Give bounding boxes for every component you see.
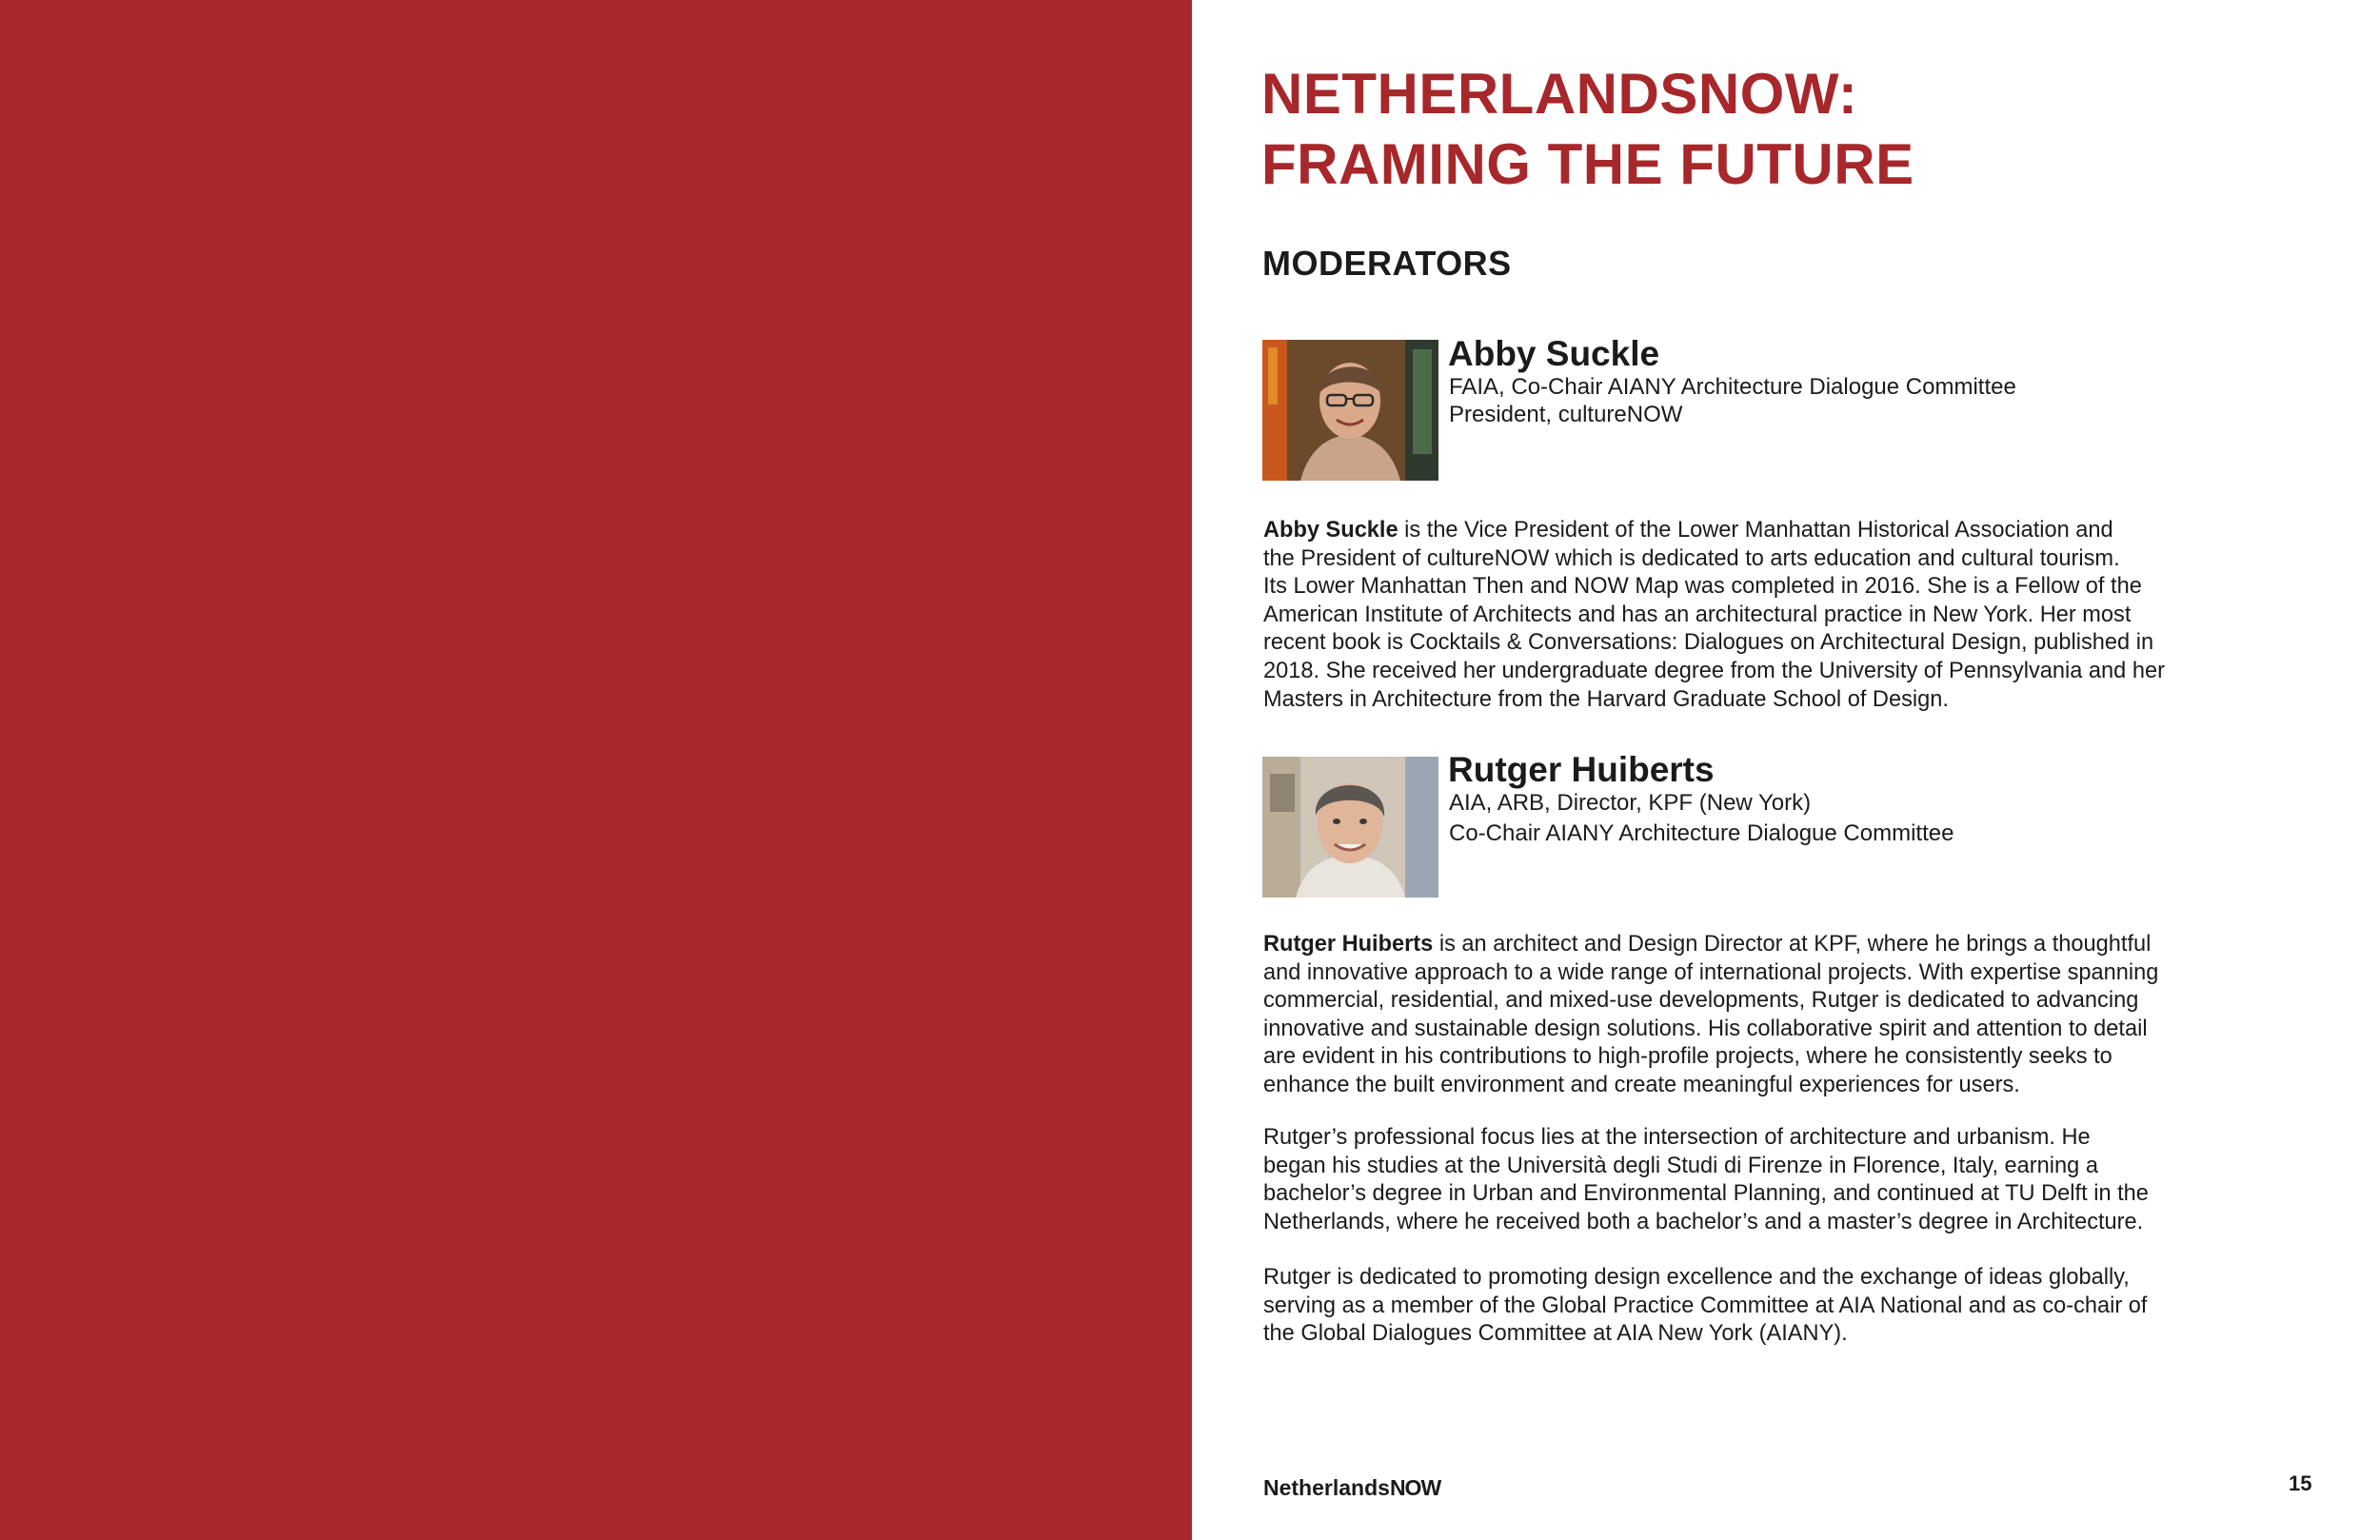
- section-heading: MODERATORS: [1262, 244, 1512, 283]
- bio-line: is the Vice President of the Lower Manhattan Historical Association and: [1398, 518, 2113, 543]
- footer-brand-text: Netherlands: [1263, 1475, 1390, 1500]
- bio-line: are evident in his contributions to high-profile projects, where he consistently seeks to: [1263, 1044, 2112, 1070]
- bio-line: the Global Dialogues Committee at AIA New York (AIANY).: [1263, 1321, 1848, 1347]
- bio-rutger-huiberts: [1263, 931, 2328, 1100]
- bio-name-rutger-huiberts: Rutger Huiberts: [1263, 932, 1434, 957]
- page-title: [1261, 59, 2309, 200]
- bio-abby-suckle: [1263, 517, 2328, 714]
- abby-suckle-photo: [1262, 340, 1438, 481]
- bio-line: serving as a member of the Global Practice Committee at AIA National and as co-chair of: [1263, 1293, 2148, 1318]
- moderator-title-abby-suckle: FAIA, Co-Chair AIANY Architecture Dialogue Committee: [1449, 374, 2016, 400]
- bio-name-abby-suckle: Abby Suckle: [1263, 518, 1398, 543]
- bio-line: Rutger is dedicated to promoting design excellence and the exchange of ideas globally,: [1263, 1265, 2130, 1290]
- bio-line: bachelor’s degree in Urban and Environmental Planning, and continued at TU Delft in the: [1263, 1181, 2149, 1207]
- portrait-photo-icon: [1262, 757, 1438, 898]
- moderator-role-abby-suckle: President, cultureNOW: [1449, 402, 1683, 427]
- bio-line: Netherlands, where he received both a bachelor’s and a master’s degree in Architecture.: [1263, 1209, 2144, 1234]
- bio-line: began his studies at the Università degli Studi di Firenze in Florence, Italy, earning a: [1263, 1153, 2098, 1178]
- bio-line: Masters in Architecture from the Harvard Graduate School of Design.: [1263, 686, 1949, 712]
- portrait-photo-icon: [1262, 340, 1438, 481]
- bio-rutger-huiberts-paragraph-3: [1263, 1264, 2328, 1349]
- moderator-title-rutger-huiberts: AIA, ARB, Director, KPF (New York): [1449, 790, 1812, 816]
- bio-line: 2018. She received her undergraduate degree from the University of Pennsylvania and her: [1263, 658, 2165, 683]
- bio-line: American Institute of Architects and has an architectural practice in New York. Her most: [1263, 602, 2132, 627]
- bio-line: enhance the built environment and create meaningful experiences for users.: [1263, 1072, 2020, 1097]
- rutger-huiberts-photo: [1262, 757, 1438, 898]
- footer-brand-now: NOW: [1389, 1475, 1441, 1500]
- bio-line: innovative and sustainable design solutions. His collaborative spirit and attention to detail: [1263, 1016, 2148, 1041]
- bio-rutger-huiberts-paragraph-2: [1263, 1124, 2328, 1236]
- page-title-line-1: NETHERLANDSNOW:: [1261, 62, 1858, 126]
- bio-line: Its Lower Manhattan Then and NOW Map was completed in 2016. She is a Fellow of the: [1263, 574, 2142, 600]
- moderator-name-rutger-huiberts: Rutger Huiberts: [1448, 750, 1715, 789]
- bio-line: commercial, residential, and mixed-use developments, Rutger is dedicated to advancing: [1263, 988, 2139, 1014]
- bio-line: the President of cultureNOW which is dedicated to arts education and cultural tourism.: [1263, 545, 2120, 571]
- page-number: 15: [2289, 1471, 2312, 1495]
- moderator-name-abby-suckle: Abby Suckle: [1448, 334, 1660, 373]
- footer-brand: [1263, 1474, 1440, 1501]
- bio-line: and innovative approach to a wide range of international projects. With expertise spanning: [1263, 959, 2159, 985]
- bio-line: recent book is Cocktails & Conversations: Dialogues on Architectural Design, published in: [1263, 630, 2154, 656]
- bio-line: Rutger’s professional focus lies at the intersection of architecture and urbanism. He: [1263, 1125, 2091, 1150]
- moderator-role-rutger-huiberts: Co-Chair AIANY Architecture Dialogue Committee: [1449, 820, 1954, 846]
- page-title-line-2: FRAMING THE FUTURE: [1261, 132, 1914, 196]
- bio-line: is an architect and Design Director at KPF, where he brings a thoughtful: [1433, 932, 2152, 957]
